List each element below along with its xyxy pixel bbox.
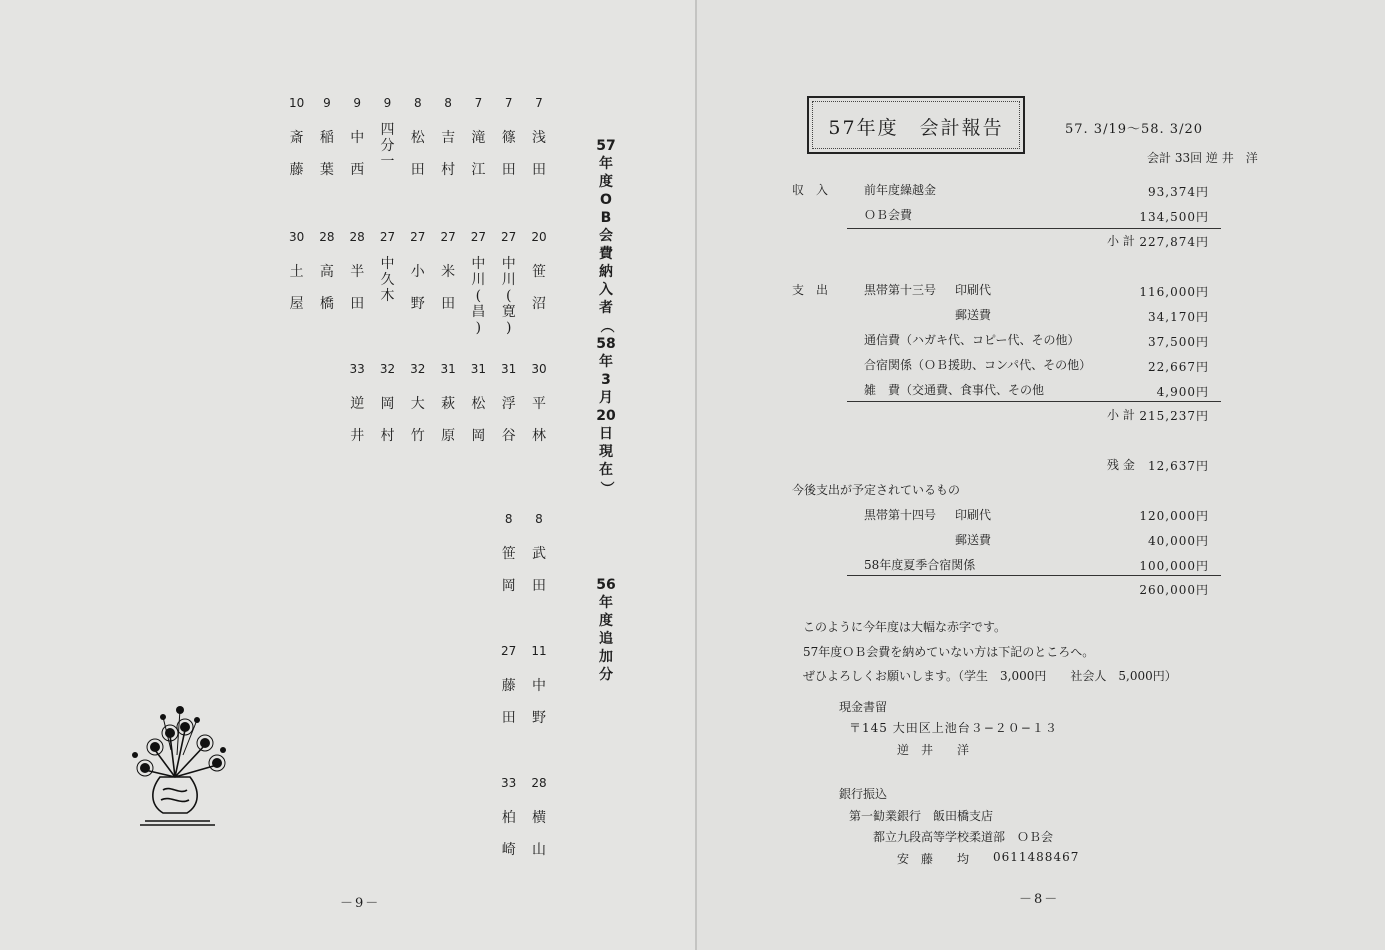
member-year-number: 30 [531,362,547,376]
member-name: 小 野 [410,264,425,312]
member-entry [286,92,308,186]
notice-line-1: このように今年度は大幅な赤字です。 [803,620,1007,634]
member-entry [346,226,368,320]
member-entry [346,92,368,186]
member-entry [437,226,459,320]
expense-item: 雑 費（交通費、食事代、その他 [864,383,1045,397]
member-entry [437,358,459,452]
member-year-number: 10 [288,96,305,110]
member-entry [528,358,550,452]
member-year-number: 8 [504,512,513,526]
member-name: 笹 沼 [532,264,546,312]
member-entry [467,226,489,336]
income-subtotal: 227,874円 [1139,235,1209,249]
expense-label: 支 出 [792,283,829,297]
member-year-number: 7 [504,96,513,110]
member-entry [407,92,429,186]
member-name: 大 竹 [410,396,425,444]
expense-subtotal-label: 小 計 [1107,408,1135,422]
cash-label: 現金書留 [839,700,888,714]
member-name: 米 田 [441,264,456,312]
member-name: 藤 田 [501,678,516,726]
member-entry [377,358,399,452]
bank-number: 0611488467 [993,850,1080,864]
page-number-left: －9－ [340,896,381,911]
expense-amount: 34,170円 [1148,310,1209,324]
expense-amount: 37,500円 [1148,335,1209,349]
member-name: 滝 江 [471,130,486,178]
bank-person: 安 藤 均 [897,852,970,866]
member-name: 松 田 [410,130,425,178]
member-entry [467,92,489,186]
member-year-number: 20 [531,230,547,244]
planned-item: 郵送費 [955,533,992,547]
member-list-heading: 57 年 度 O B 会 費 納 入 者 （ 58 年 3 月 20 日 現 在 ） [596,138,616,495]
planned-amount: 120,000円 [1139,509,1209,523]
member-name: 中 野 [532,678,546,726]
member-name: 中 久 木 [380,256,395,304]
member-year-number: 27 [379,230,396,244]
planned-item: 58年度夏季合宿関係 [864,558,976,572]
page-number-right: －8－ [1019,892,1060,907]
member-year-number: 31 [440,362,456,376]
member-year-number: 31 [501,362,517,376]
expense-item: 合宿関係（ＯＢ援助、コンパ代、その他） [864,358,1092,372]
income-item: 前年度繰越金 [864,183,937,197]
planned-amount: 40,000円 [1148,534,1209,548]
planned-total: 260,000円 [1139,583,1209,597]
divider [847,401,1221,402]
member-name: 松 岡 [471,396,486,444]
member-year-number: 30 [288,230,305,244]
additional-heading: 56 年 度 追 加 分 [596,577,616,683]
expense-amount: 116,000円 [1139,285,1209,299]
expense-amount: 4,900円 [1156,385,1209,399]
balance-label: 残 金 [1107,458,1135,472]
member-year-number: 8 [535,512,543,526]
member-name: 浅 田 [532,130,546,178]
report-title-box [807,96,1025,154]
member-entry [498,508,520,602]
member-entry [528,640,550,734]
member-entry [498,358,520,452]
member-name: 吉 村 [441,130,456,178]
notice-line-3: ぜひよろしくお願いします。（学生 3,000円 社会人 5,000円） [803,669,1177,683]
divider [847,575,1221,576]
member-year-number: 11 [531,644,547,658]
member-name: 中 川 ( 昌 ) [471,256,486,336]
member-entry [467,358,489,452]
member-year-number: 9 [383,96,392,110]
member-year-number: 7 [535,96,543,110]
member-entry [407,226,429,320]
member-year-number: 28 [319,230,335,244]
member-name: 中 西 [350,130,365,178]
member-entry [498,92,520,186]
member-entry [528,226,550,320]
member-year-number: 27 [501,644,517,658]
right-page [697,0,1385,950]
member-name: 武 田 [532,546,546,594]
bank-name: 第一勧業銀行 飯田橋支店 [849,809,994,823]
balance: 12,637円 [1148,459,1209,473]
bank-account-holder: 都立九段高等学校柔道部 ＯＢ会 [873,830,1054,844]
member-name: 逆 井 [350,396,365,444]
income-amount: 93,374円 [1148,185,1209,199]
member-year-number: 28 [531,776,547,790]
planned-title: 今後支出が予定されているもの [792,483,961,497]
member-name: 萩 原 [441,396,456,444]
member-entry [316,226,338,320]
member-entry [407,358,429,452]
member-year-number: 27 [440,230,456,244]
member-entry [498,226,520,336]
member-entry [528,92,550,186]
income-label: 収 入 [792,183,829,197]
member-year-number: 9 [353,96,361,110]
expense-item: 印刷代 [955,283,992,297]
member-year-number: 33 [349,362,365,376]
member-year-number: 33 [501,776,517,790]
notice-line-2: 57年度ＯＢ会費を納めていない方は下記のところへ。 [803,645,1095,659]
member-entry [316,92,338,186]
member-year-number: 28 [349,230,365,244]
expense-item: 通信費（ハガキ代、コピー代、その他） [864,333,1080,347]
member-name: 中 川 ( 寛 ) [501,256,516,336]
member-entry [286,226,308,320]
member-entry [377,226,399,304]
member-name: 斎 藤 [289,130,304,178]
member-name: 稲 葉 [319,130,334,178]
member-name: 土 屋 [289,264,304,312]
expense-subtotal: 215,237円 [1139,409,1209,423]
member-year-number: 7 [474,96,483,110]
member-year-number: 32 [379,362,396,376]
member-name: 浮 谷 [501,396,516,444]
treasurer: 会計 33回 逆 井 洋 [1147,151,1258,165]
flower-vase-illustration [125,695,235,835]
expense-item: 郵送費 [955,308,992,322]
report-title: 57年度 会計報告 [828,117,1004,139]
bank-label: 銀行振込 [839,787,888,801]
member-name: 四 分 一 [380,122,395,170]
member-year-number: 27 [410,230,426,244]
member-entry [528,772,550,866]
divider [847,228,1221,229]
member-year-number: 9 [323,96,331,110]
member-name: 篠 田 [501,130,516,178]
member-name: 岡 村 [380,396,395,444]
income-subtotal-label: 小 計 [1107,234,1135,248]
member-name: 高 橋 [319,264,334,312]
member-year-number: 27 [501,230,517,244]
member-year-number: 31 [470,362,487,376]
planned-head: 黒帯第十四号 [864,508,937,522]
cash-address: 〒145 大田区上池台３−２０−１３ [849,721,1058,735]
member-entry [437,92,459,186]
member-entry [498,772,520,866]
member-name: 半 田 [350,264,365,312]
member-year-number: 8 [413,96,422,110]
member-name: 笹 岡 [501,546,516,594]
income-item: ＯＢ会費 [864,208,913,222]
report-period: 57. 3/19～58. 3/20 [1065,122,1203,137]
member-entry [498,640,520,734]
expense-head: 黒帯第十三号 [864,283,937,297]
planned-amount: 100,000円 [1139,559,1209,573]
member-year-number: 27 [470,230,487,244]
expense-amount: 22,667円 [1148,360,1209,374]
planned-item: 印刷代 [955,508,992,522]
member-name: 横 山 [532,810,546,858]
member-name: 柏 崎 [501,810,516,858]
member-name: 平 林 [532,396,546,444]
member-year-number: 8 [444,96,452,110]
income-amount: 134,500円 [1139,210,1209,224]
member-entry [528,508,550,602]
member-year-number: 32 [410,362,426,376]
cash-name: 逆 井 洋 [897,743,970,757]
member-entry [346,358,368,452]
member-entry [377,92,399,170]
